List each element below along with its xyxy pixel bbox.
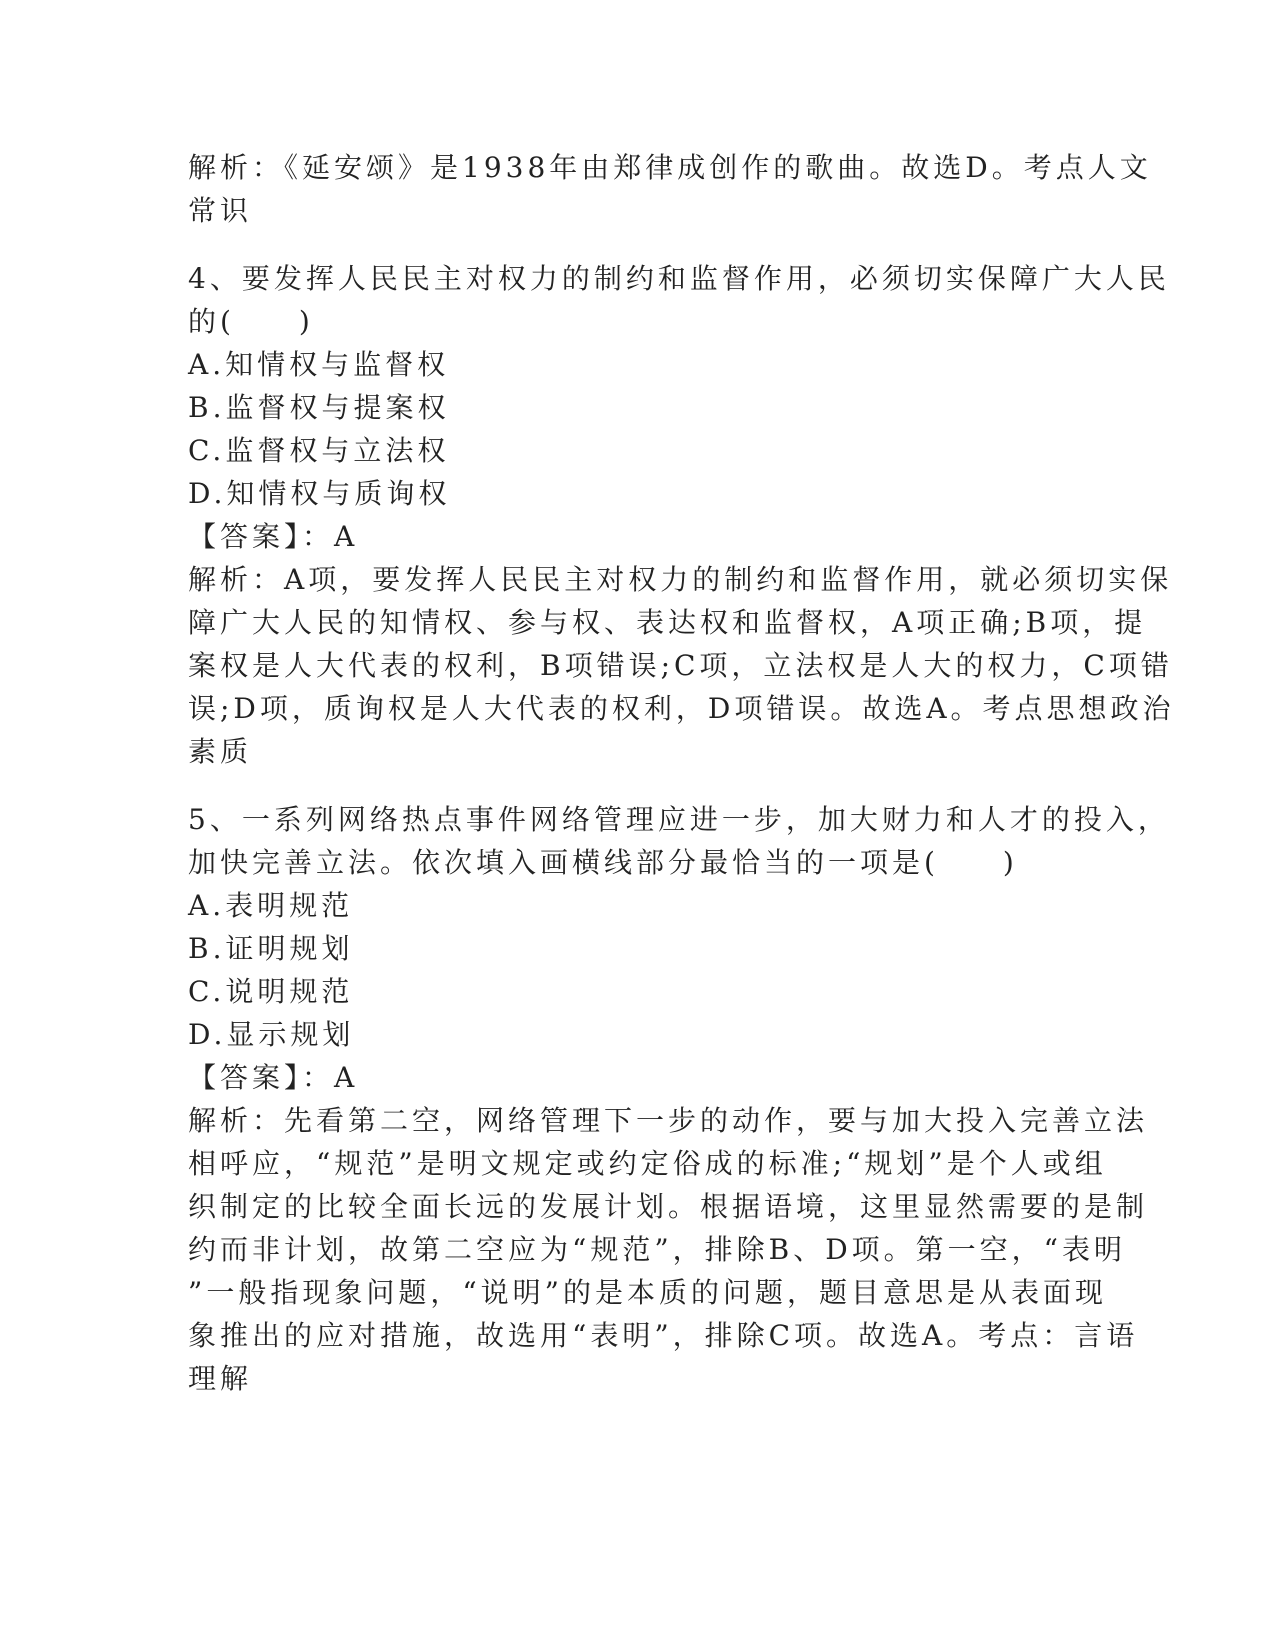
q4-analysis-line: 素质 [188,735,253,768]
document-page [188,146,1175,1400]
q5-option-c: C.说明规范 [188,975,354,1008]
q4-option-b: B.监督权与提案权 [188,391,450,424]
q5-analysis-line: ”一般指现象问题，“说明”的是本质的问题，题目意思是从表面现 [188,1276,1107,1309]
q3-analysis-line: 常识 [188,194,253,227]
q4-stem-line: 的( ) [188,305,314,338]
q5-stem-line: 5、一系列网络热点事件网络管理应进一步，加大财力和人才的投入， [188,803,1170,836]
q4-answer: 【答案】：A [188,520,359,553]
q3-analysis [188,146,1152,232]
q4-stem-line: 4、要发挥人民民主对权力的制约和监督作用，必须切实保障广大人民 [188,262,1170,295]
q5-analysis-line: 解析：先看第二空，网络管理下一步的动作，要与加大投入完善立法 [188,1104,1149,1137]
q5-stem-line: 加快完善立法。依次填入画横线部分最恰当的一项是( ) [188,846,1018,879]
q5-answer: 【答案】：A [188,1061,359,1094]
question-5 [188,798,1170,1400]
q4-analysis-line: 误;D项，质询权是人大代表的权利，D项错误。故选A。考点思想政治 [188,692,1175,725]
q3-analysis-line: 解析：《延安颂》是1938年由郑律成创作的歌曲。故选D。考点人文 [188,151,1152,184]
q4-analysis-line: 解析：A项，要发挥人民民主对权力的制约和监督作用，就必须切实保 [188,563,1173,596]
q5-analysis-line: 相呼应，“规范”是明文规定或约定俗成的标准;“规划”是个人或组 [188,1147,1107,1180]
q5-analysis-line: 约而非计划，故第二空应为“规范”，排除B、D项。第一空，“表明 [188,1233,1126,1266]
q5-analysis-line: 织制定的比较全面长远的发展计划。根据语境，这里显然需要的是制 [188,1190,1149,1223]
q4-analysis-line: 障广大人民的知情权、参与权、表达权和监督权，A项正确;B项，提 [188,606,1147,639]
q5-option-d: D.显示规划 [188,1018,355,1051]
question-4 [188,257,1175,773]
q5-option-a: A.表明规范 [188,889,354,922]
q4-analysis-line: 案权是人大代表的权利，B项错误;C项，立法权是人大的权力，C项错 [188,649,1173,682]
q4-option-d: D.知情权与质询权 [188,477,451,510]
q5-analysis-line: 理解 [188,1362,253,1395]
q4-option-a: A.知情权与监督权 [188,348,450,381]
q5-analysis-line: 象推出的应对措施，故选用“表明”，排除C项。故选A。考点：言语 [188,1319,1139,1352]
q5-option-b: B.证明规划 [188,932,354,965]
q4-option-c: C.监督权与立法权 [188,434,450,467]
